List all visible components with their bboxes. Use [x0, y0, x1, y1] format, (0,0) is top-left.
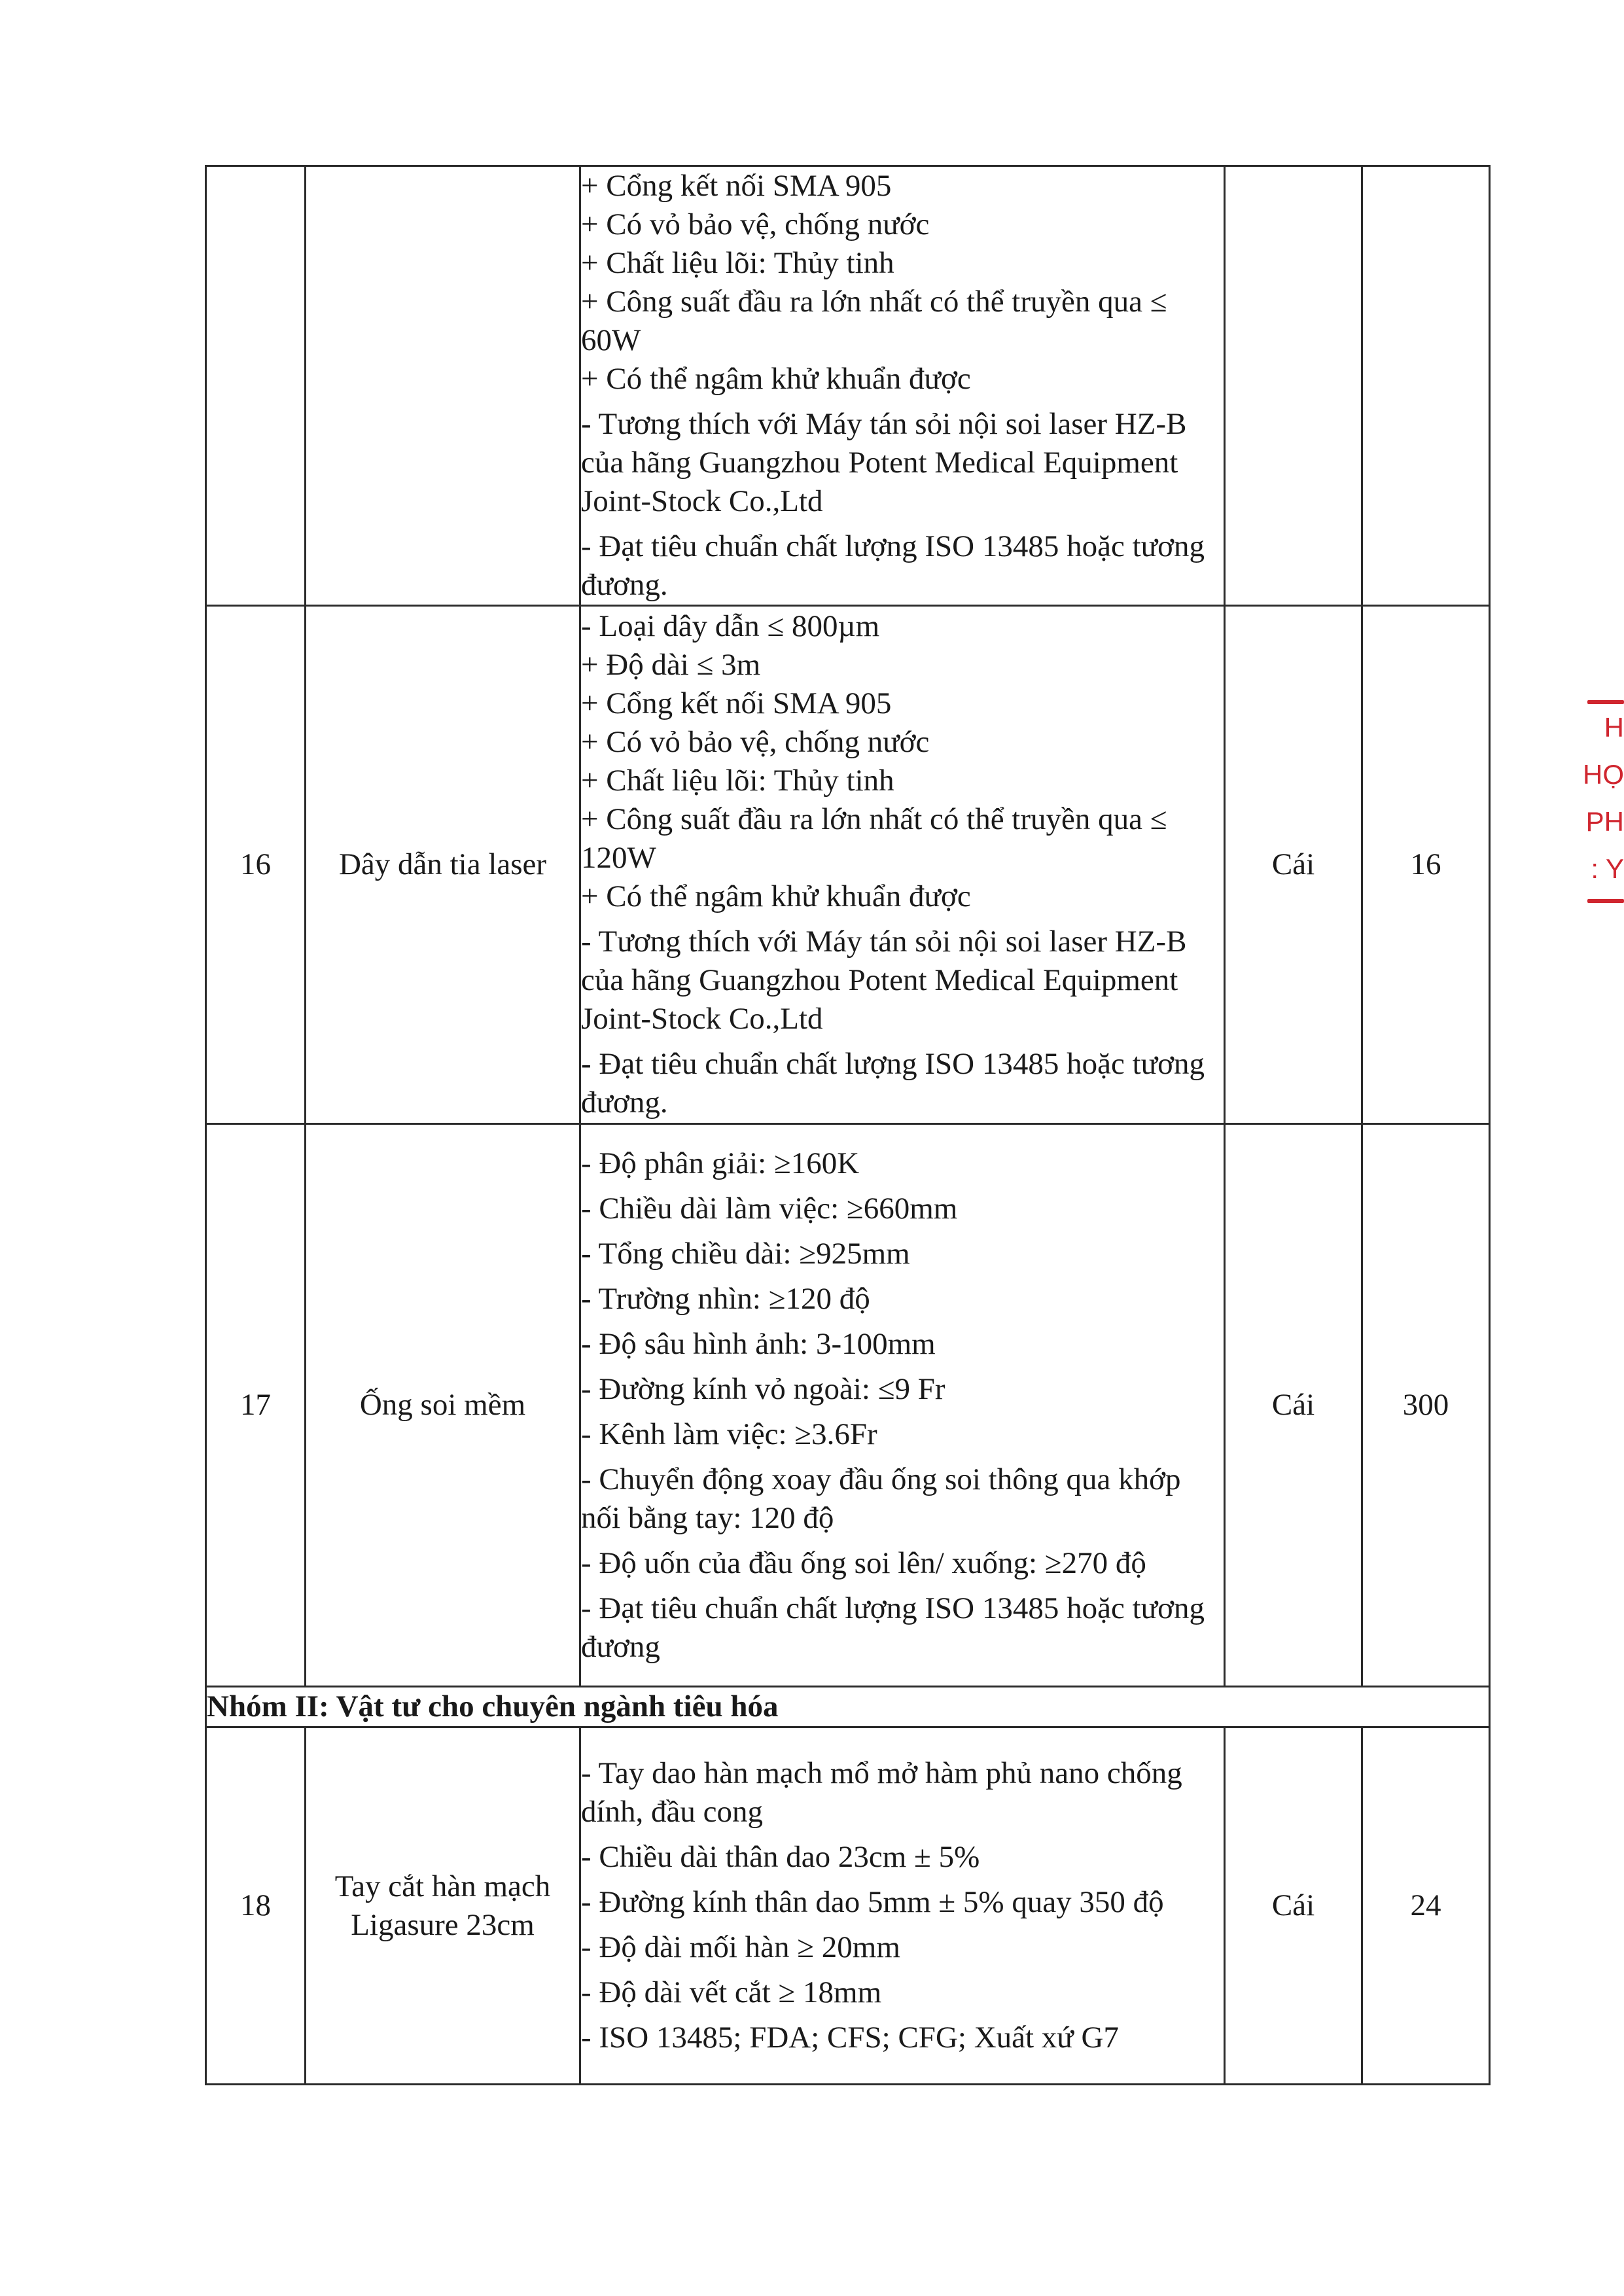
spec-item: - Độ dài vết cắt ≥ 18mm [581, 1975, 882, 2009]
unit-cell [1225, 166, 1362, 606]
stamp-text: HỌ [1583, 759, 1624, 790]
spec-item: - Chuyển động xoay đầu ống soi thông qua khớp nối bằng tay: 120 độ [581, 1462, 1181, 1535]
spec-line: + Độ dài ≤ 3m [581, 648, 761, 682]
quantity-cell: 300 [1362, 1124, 1490, 1687]
stt-cell [206, 166, 306, 606]
spec-item: - Tương thích với Máy tán sỏi nội soi laser HZ-B của hãng Guangzhou Potent Medical Equipment Joint-Stock Co.,Ltd [581, 925, 1187, 1036]
table-row [206, 1124, 1490, 1687]
table-row-continued [206, 166, 1490, 606]
spec-item: - Chiều dài làm việc: ≥660mm [581, 1191, 958, 1226]
spec-item: - Đạt tiêu chuẩn chất lượng ISO 13485 hoặc tương đương [581, 1591, 1205, 1664]
stamp-text: H [1604, 712, 1624, 743]
spec-item: - Tay dao hàn mạch mổ mở hàm phủ nano chống dính, đầu cong [581, 1756, 1182, 1829]
seal-stamp-fragment [1578, 694, 1624, 968]
spec-cell [580, 1727, 1225, 2085]
unit-cell: Cái [1225, 1124, 1362, 1687]
quantity-cell [1362, 166, 1490, 606]
table-row [206, 1727, 1490, 2085]
unit-cell: Cái [1225, 606, 1362, 1124]
name-cell: Ống soi mềm [306, 1124, 580, 1687]
spec-line: + Có vỏ bảo vệ, chống nước [581, 725, 930, 759]
spec-item: - Tương thích với Máy tán sỏi nội soi laser HZ-B của hãng Guangzhou Potent Medical Equipment Joint-Stock Co.,Ltd [581, 407, 1187, 518]
spec-cell [580, 166, 1225, 606]
spec-line: + Chất liệu lõi: Thủy tinh [581, 246, 894, 280]
spec-line: + Cổng kết nối SMA 905 [581, 686, 892, 720]
spec-item: - Tổng chiều dài: ≥925mm [581, 1236, 910, 1271]
quantity-cell: 16 [1362, 606, 1490, 1124]
spec-line: + Có thể ngâm khử khuẩn được [581, 362, 971, 396]
group-heading-row [206, 1687, 1490, 1727]
spec-item: - Đạt tiêu chuẩn chất lượng ISO 13485 hoặc tương đương. [581, 1047, 1205, 1120]
stt-cell: 17 [206, 1124, 306, 1687]
spec-item: - Độ sâu hình ảnh: 3-100mm [581, 1326, 936, 1361]
spec-line: + Chất liệu lõi: Thủy tinh [581, 764, 894, 798]
table-row [206, 606, 1490, 1124]
spec-item: - Trường nhìn: ≥120 độ [581, 1281, 870, 1316]
stt-cell: 18 [206, 1727, 306, 2085]
name-cell: Dây dẫn tia laser [306, 606, 580, 1124]
quantity-cell: 24 [1362, 1727, 1490, 2085]
spec-item: - Đạt tiêu chuẩn chất lượng ISO 13485 hoặc tương đương. [581, 529, 1205, 602]
spec-line: + Công suất đầu ra lớn nhất có thể truyền qua ≤ 60W [581, 285, 1167, 357]
spec-line: + Công suất đầu ra lớn nhất có thể truyền qua ≤ 120W [581, 802, 1167, 875]
spec-item: - Độ phân giải: ≥160K [581, 1146, 860, 1180]
unit-cell: Cái [1225, 1727, 1362, 2085]
spec-line: + Có thể ngâm khử khuẩn được [581, 879, 971, 913]
spec-cell [580, 606, 1225, 1124]
spec-item: - Độ uốn của đầu ống soi lên/ xuống: ≥270 độ [581, 1545, 1146, 1580]
spec-item: - Đường kính vỏ ngoài: ≤9 Fr [581, 1371, 945, 1406]
stamp-mark [1587, 899, 1624, 903]
spec-item: - Đường kính thân dao 5mm ± 5% quay 350 độ [581, 1885, 1164, 1919]
stt-cell: 16 [206, 606, 306, 1124]
group-heading: Nhóm II: Vật tư cho chuyên ngành tiêu hóa [206, 1687, 1490, 1727]
name-cell: Tay cắt hàn mạch Ligasure 23cm [306, 1727, 580, 2085]
spec-line: + Cổng kết nối SMA 905 [581, 169, 892, 203]
spec-item: - Kênh làm việc: ≥3.6Fr [581, 1417, 877, 1451]
spec-line: + Có vỏ bảo vệ, chống nước [581, 207, 930, 241]
stamp-text: PH [1585, 806, 1624, 837]
spec-line: - Loại dây dẫn ≤ 800µm [581, 609, 880, 643]
name-cell [306, 166, 580, 606]
stamp-text: : Y [1591, 853, 1624, 884]
specification-table [205, 165, 1491, 2085]
spec-item: - Chiều dài thân dao 23cm ± 5% [581, 1840, 980, 1874]
spec-cell [580, 1124, 1225, 1687]
spec-item: - Độ dài mối hàn ≥ 20mm [581, 1930, 900, 1964]
spec-item: - ISO 13485; FDA; CFS; CFG; Xuất xứ G7 [581, 2021, 1119, 2055]
